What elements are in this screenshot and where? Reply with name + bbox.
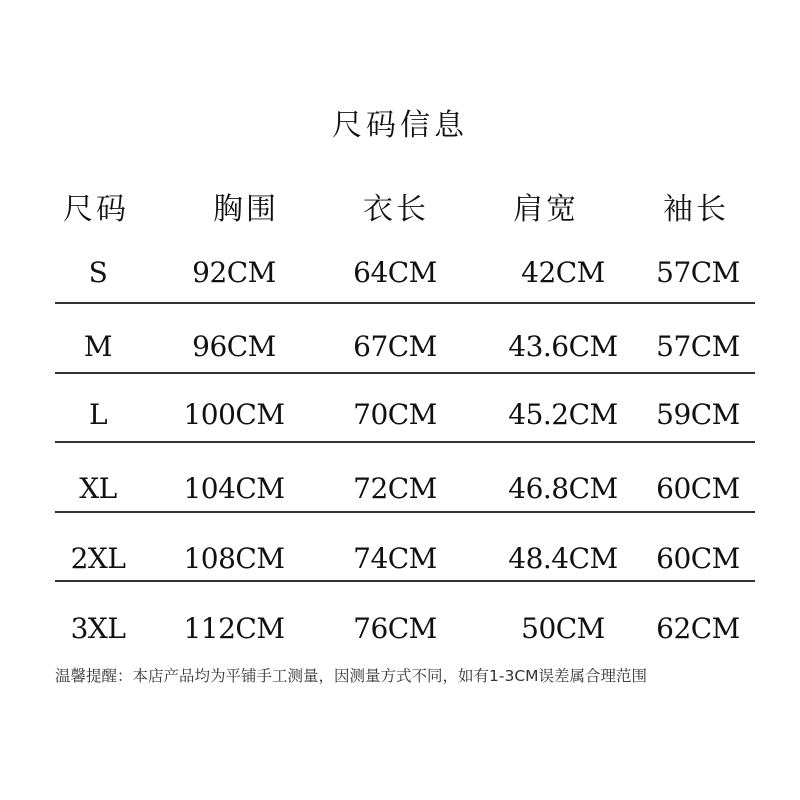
table-row [0, 390, 800, 440]
table-row [0, 322, 800, 372]
cell-sleeve: 60CM [656, 542, 740, 575]
cell-length: 74CM [353, 542, 437, 575]
header-chest: 胸围 [213, 192, 279, 227]
cell-size: M [83, 330, 113, 363]
cell-chest: 100CM [183, 398, 285, 431]
header-shoulder: 肩宽 [513, 192, 579, 227]
header-length: 衣长 [363, 192, 429, 227]
cell-sleeve: 62CM [656, 612, 740, 645]
measurement-note: 温馨提醒：本店产品均为平铺手工测量，因测量方式不同，如有1-3CM误差属合理范围 [55, 667, 648, 685]
row-divider [55, 511, 755, 513]
cell-shoulder: 46.8CM [508, 472, 618, 505]
cell-size: XL [79, 472, 117, 505]
cell-sleeve: 57CM [656, 330, 740, 363]
cell-chest: 108CM [183, 542, 285, 575]
header-sleeve: 袖长 [663, 192, 729, 227]
cell-length: 72CM [353, 472, 437, 505]
cell-chest: 96CM [192, 330, 276, 363]
table-row [0, 464, 800, 514]
cell-shoulder: 45.2CM [508, 398, 618, 431]
page-title: 尺码信息 [332, 108, 468, 143]
row-divider [55, 372, 755, 374]
row-divider [55, 580, 755, 582]
cell-shoulder: 42CM [521, 256, 605, 289]
cell-chest: 112CM [183, 612, 285, 645]
cell-chest: 104CM [183, 472, 285, 505]
cell-shoulder: 48.4CM [508, 542, 618, 575]
cell-sleeve: 60CM [656, 472, 740, 505]
cell-size: S [88, 256, 108, 289]
cell-length: 70CM [353, 398, 437, 431]
row-divider [55, 302, 755, 304]
cell-sleeve: 57CM [656, 256, 740, 289]
cell-size: L [88, 398, 108, 431]
cell-size: 3XL [70, 612, 126, 645]
table-row [0, 534, 800, 584]
cell-chest: 92CM [192, 256, 276, 289]
table-row [0, 604, 800, 654]
row-divider [55, 441, 755, 443]
cell-shoulder: 43.6CM [508, 330, 618, 363]
header-size: 尺码 [63, 192, 129, 227]
cell-sleeve: 59CM [656, 398, 740, 431]
cell-length: 64CM [353, 256, 437, 289]
cell-shoulder: 50CM [521, 612, 605, 645]
table-row [0, 248, 800, 298]
cell-length: 67CM [353, 330, 437, 363]
cell-length: 76CM [353, 612, 437, 645]
cell-size: 2XL [70, 542, 126, 575]
